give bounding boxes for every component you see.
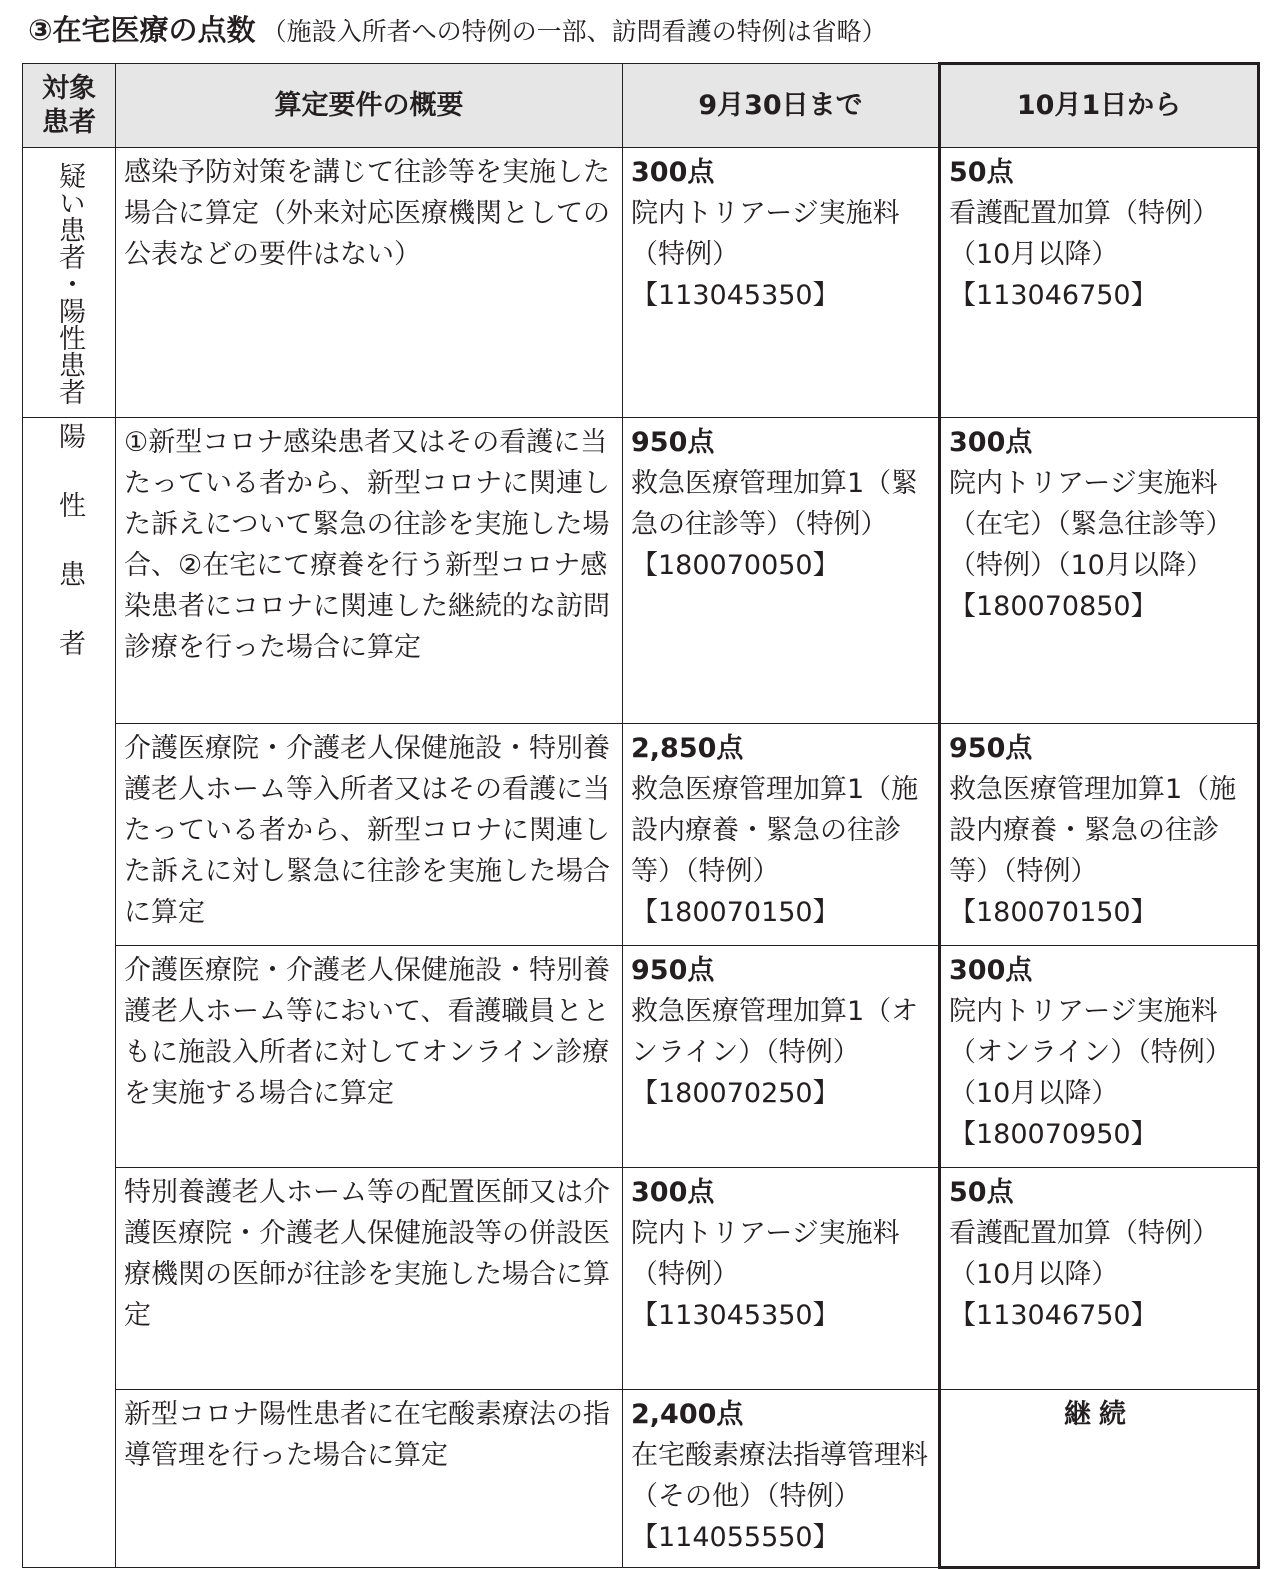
fee-name: 在宅酸素療法指導管理料（その他）（特例）	[631, 1440, 928, 1512]
points-value: 300点	[631, 1177, 715, 1208]
table-row	[23, 1168, 1259, 1390]
title-main: ③在宅医療の点数	[28, 13, 256, 47]
requirement-cell: ①新型コロナ感染患者又はその看護に当たっている者から、新型コロナに関連した訴えについて緊急の往診を実施した場合、②在宅にて療養を行う新型コロナ感染患者にコロナに関連した継続的な訪問診療を行った場合に算定	[116, 418, 623, 724]
points-value: 300点	[949, 427, 1033, 458]
patient-group-suspected	[23, 148, 116, 418]
points-value: 50点	[949, 157, 1014, 188]
after-cell	[940, 1390, 1259, 1568]
fee-name: 救急医療管理加算1（緊急の往診等）（特例）	[631, 468, 919, 540]
fee-code: 【180070150】	[631, 897, 840, 928]
after-cell	[940, 946, 1259, 1168]
requirement-cell: 介護医療院・介護老人保健施設・特別養護老人ホーム等において、看護職員とともに施設入所者に対してオンライン診療を実施する場合に算定	[116, 946, 623, 1168]
fee-code: 【180070850】	[949, 591, 1158, 622]
fee-name: 院内トリアージ実施料（在宅）（緊急往診等）（特例）（10月以降）	[949, 468, 1233, 581]
fee-code: 【180070950】	[949, 1119, 1158, 1150]
requirement-cell: 新型コロナ陽性患者に在宅酸素療法の指導管理を行った場合に算定	[116, 1390, 623, 1568]
table-row	[23, 148, 1259, 418]
requirement-cell: 特別養護老人ホーム等の配置医師又は介護医療院・介護老人保健施設等の併設医療機関の医師が往診を実施した場合に算定	[116, 1168, 623, 1390]
patient-group-positive	[23, 418, 116, 1568]
requirement-cell: 感染予防対策を講じて往診等を実施した場合に算定（外来対応医療機関としての公表などの要件はない）	[116, 148, 623, 418]
fee-name: 看護配置加算（特例）（10月以降）	[949, 1218, 1219, 1290]
fee-code: 【113046750】	[949, 280, 1158, 311]
header-until-sep30: 9月30日まで	[623, 64, 940, 148]
points-value: 2,850点	[631, 733, 744, 764]
after-cell	[940, 148, 1259, 418]
before-cell	[623, 418, 940, 724]
header-target: 対象患者	[23, 64, 116, 148]
fee-code: 【114055550】	[631, 1522, 840, 1553]
requirement-cell: 介護医療院・介護老人保健施設・特別養護老人ホーム等入所者又はその看護に当たっている者から、新型コロナに関連した訴えに対し緊急に往診を実施した場合に算定	[116, 724, 623, 946]
points-value: 2,400点	[631, 1399, 744, 1430]
points-value: 50点	[949, 1177, 1014, 1208]
fee-name: 救急医療管理加算1（施設内療養・緊急の往診等）（特例）	[949, 774, 1237, 887]
fee-code: 【113046750】	[949, 1300, 1158, 1331]
table-row	[23, 418, 1259, 724]
after-cell	[940, 1168, 1259, 1390]
table-row	[23, 946, 1259, 1168]
title-note: （施設入所者への特例の一部、訪問看護の特例は省略）	[261, 17, 887, 46]
fee-code: 【180070250】	[631, 1078, 840, 1109]
header-requirement: 算定要件の概要	[116, 64, 623, 148]
fee-name: 看護配置加算（特例）（10月以降）	[949, 198, 1219, 270]
header-from-oct1: 10月1日から	[940, 64, 1259, 148]
fee-code: 【113045350】	[631, 1300, 840, 1331]
before-cell	[623, 148, 940, 418]
fee-table	[22, 62, 1260, 1569]
patient-group-label: 疑い患者・陽性患者	[54, 162, 85, 405]
patient-group-label: 陽性患者	[54, 422, 85, 698]
table-row	[23, 724, 1259, 946]
fee-code: 【113045350】	[631, 280, 840, 311]
fee-code: 【180070050】	[631, 550, 840, 581]
before-cell	[623, 946, 940, 1168]
points-value: 950点	[949, 733, 1033, 764]
continued-label: 継続	[1064, 1399, 1134, 1430]
points-value: 950点	[631, 427, 715, 458]
before-cell	[623, 1390, 940, 1568]
fee-name: 院内トリアージ実施料（特例）	[631, 198, 900, 270]
points-value: 950点	[631, 955, 715, 986]
fee-name: 救急医療管理加算1（施設内療養・緊急の往診等）（特例）	[631, 774, 919, 887]
fee-code: 【180070150】	[949, 897, 1158, 928]
before-cell	[623, 724, 940, 946]
points-value: 300点	[949, 955, 1033, 986]
section-title	[28, 8, 887, 56]
fee-name: 救急医療管理加算1（オンライン）（特例）	[631, 996, 919, 1068]
table-row	[23, 1390, 1259, 1568]
after-cell	[940, 418, 1259, 724]
after-cell	[940, 724, 1259, 946]
fee-name: 院内トリアージ実施料（オンライン）（特例）（10月以降）	[949, 996, 1232, 1109]
fee-name: 院内トリアージ実施料（特例）	[631, 1218, 900, 1290]
before-cell	[623, 1168, 940, 1390]
header-row	[23, 64, 1259, 148]
points-value: 300点	[631, 157, 715, 188]
